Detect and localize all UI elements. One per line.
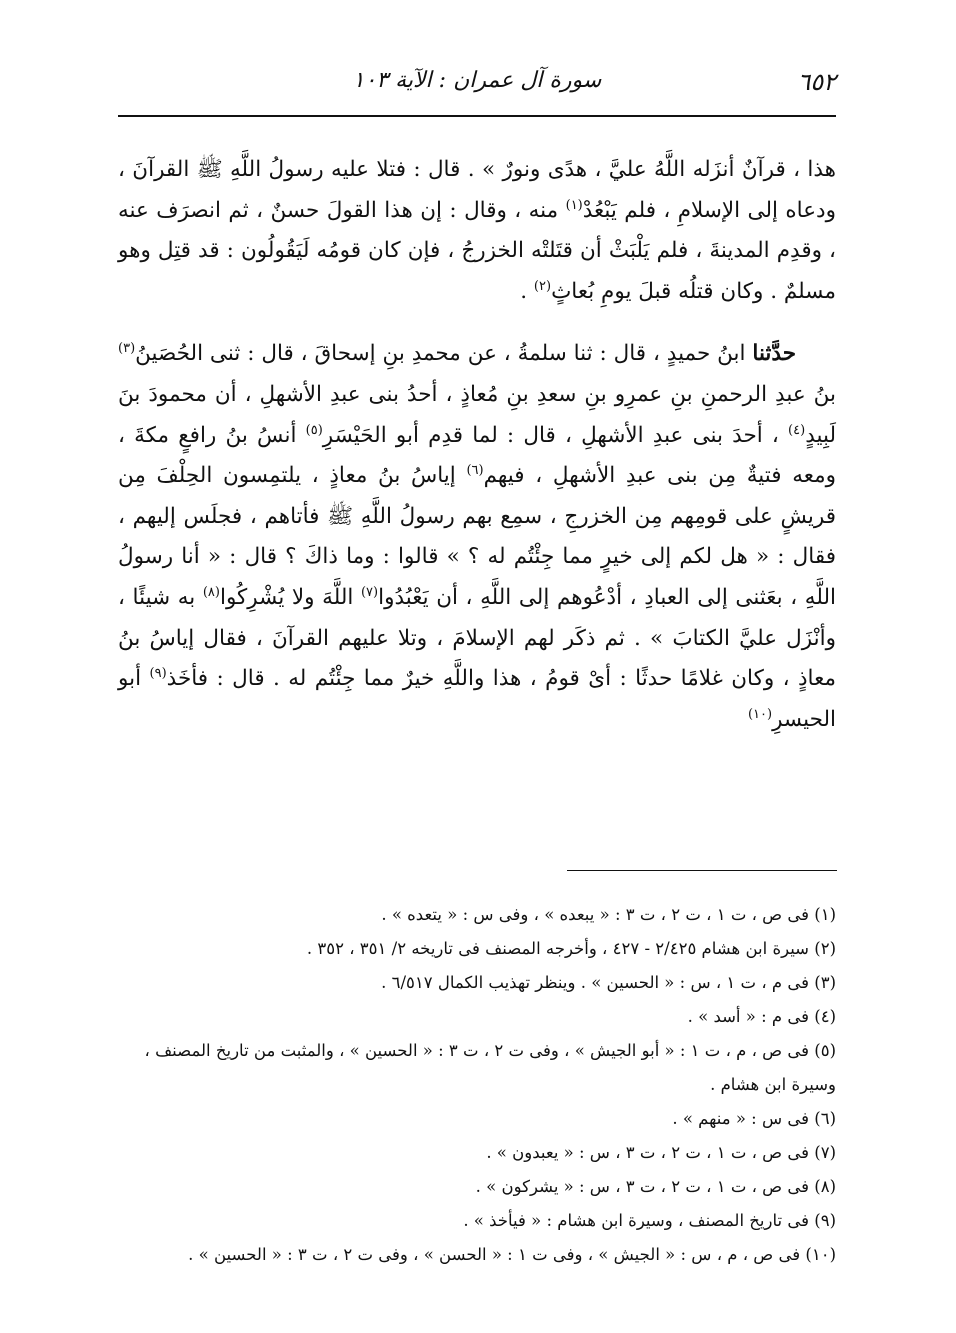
- footnote-separator: [567, 870, 837, 871]
- footnote-3: (٣) فى م ، ت ١ ، س : « الحسين » . وينظر تهذيب الكمال ٦/٥١٧ .: [381, 973, 836, 992]
- footnote-7: (٧) فى ص ، ت ١ ، ت ٢ ، ت ٣ ، س : « يعبدون » .: [486, 1143, 836, 1162]
- footnote-4: (٤) فى م : « أسد » .: [687, 1007, 836, 1026]
- page-number: ٦٥٢: [797, 68, 836, 96]
- paragraph-1: [118, 150, 836, 312]
- footnote-ref-1[interactable]: (١): [565, 197, 583, 213]
- footnote-ref-2[interactable]: (٢): [533, 278, 552, 294]
- text-segment: اللَّهَ ولا يُشْرِكُوا: [219, 584, 354, 610]
- text-segment: منه ، وقال : إن هذا القولَ حسنٌ ، ثم انصرَف عنه ، وقدِم المدينةَ ، فلم يَلْبَثْ أن قتَلتْه الخزرجُ ، فإن كان قومُه لَيَقُولُون : قد قتِل وهو مسلمٌ . وكان قتلُه قبلَ يومِ بُعاثٍ: [118, 197, 836, 304]
- footnote-ref-9[interactable]: (٩): [149, 665, 167, 681]
- footnote-10: (١٠) فى ص ، م ، س : « الجيش » ، وفى ت ١ : « الحسن » ، وفى ت ٢ ، ت ٣ : « الحسين » .: [188, 1245, 836, 1264]
- footnotes: [118, 898, 836, 1272]
- footnote-1: (١) فى ص ، ت ١ ، ت ٢ ، ت ٣ : « يبعده » ، وفى س : « يتعده » .: [381, 905, 836, 924]
- footnote-6: (٦) فى س : « منهم » .: [672, 1109, 836, 1128]
- footnote-2: (٢) سيرة ابن هشام ٢/٤٢٥ - ٤٢٧ ، وأخرجه المصنف فى تاريخه ٢/ ٣٥١ ، ٣٥٢ .: [306, 939, 836, 958]
- footnote-ref-5[interactable]: (٥): [305, 422, 323, 438]
- text-segment: ، أحدَ بنى عبدِ الأشهلِ ، قال : لما قدِم أبو الحَيْسَرِ: [322, 422, 779, 448]
- paragraph-2: [118, 334, 836, 740]
- paragraph-lead-word: حدَّثنا: [752, 341, 796, 367]
- footnote-9: (٩) فى تاريخ المصنف ، وسيرة ابن هشام : « فيأخذ » .: [463, 1211, 836, 1230]
- text-segment: هذا ، قرآنٌ أنزَله اللَّهُ عليَّ ، هدًى ونورٌ » . قال : فتلا عليه رسولُ اللَّهِ ﷺ القرآنَ ، ودعاه إلى الإسلامِ ، فلم يَبْعُدْ: [118, 157, 836, 223]
- footnote-8: (٨) فى ص ، ت ١ ، ت ٢ ، ت ٣ ، س : « يشركون » .: [475, 1177, 836, 1196]
- footnote-ref-6[interactable]: (٦): [466, 463, 484, 478]
- footnote-ref-8[interactable]: (٨): [202, 584, 220, 600]
- text-segment: به شيئًا ، وأنْزَل عليَّ الكتابَ » . ثم ذكَر لهم الإسلامَ ، وتلا عليهم القرآنَ ، فقال إياسُ بنُ معاذٍ ، وكان غلامًا حدثًا : أىْ قومُ ، هذا واللَّهِ خيرٌ مما جِئْتُم له . قال : فأخَذ: [118, 584, 836, 692]
- header-rule: [118, 115, 836, 117]
- page-header: [118, 68, 836, 104]
- footnote-ref-3[interactable]: (٣): [118, 341, 136, 357]
- footnote-5: (٥) فى ص ، م ، ت ١ : « أبو الجيش » ، وفى ت ٢ ، ت ٣ : « الحسين » ، والمثبت من تاريخ المصنف ، وسيرة ابن هشام .: [144, 1041, 836, 1094]
- text-segment: أبو الحيسرِ: [118, 666, 836, 732]
- text-segment: .: [520, 278, 528, 304]
- footnote-ref-10[interactable]: (١٠): [747, 706, 773, 722]
- footnote-ref-4[interactable]: (٤): [788, 422, 806, 438]
- footnote-ref-7[interactable]: (٧): [360, 584, 379, 600]
- text-segment: أنسُ بنُ رافعٍ مكةَ ، ومعه فتيةٌ مِن بنى عبدِ الأشهلِ ، فيهم: [118, 422, 836, 489]
- text-segment: ابنُ حميدٍ ، قال : ثنا سلمةُ ، عن محمدِ بنِ إسحاقَ ، قال : ثنى الحُصَينُ: [135, 341, 746, 367]
- text-segment: بنُ عبدِ الرحمنِ بنِ عمرِو بنِ سعدِ بنِ مُعاذٍ ، أحدُ بنى عبدِ الأشهلِ ، أن محمودَ بنَ لَبِيدٍ: [118, 381, 836, 448]
- text-segment: إياسُ بنُ معاذٍ ، يلتمِسون الحِلْفَ مِن قريشٍ على قومِهم مِن الخزرجِ ، سمِع بهم رسولُ اللَّهِ ﷺ فأتاهم ، فجلَس إليهم ، فقال : « هل لكم إلى خيرٍ مما جِئْتُم له ؟ » قالوا : وما ذاكَ ؟ قال : « أنا رسولُ اللَّهِ ، بعَثنى إلى العبادِ ، أدْعُوهم إلى اللَّهِ ، أن يَعْبُدُوا: [118, 463, 836, 610]
- main-text: [118, 150, 836, 740]
- running-title: سورة آل عمران : الآية ١٠٣: [352, 68, 602, 93]
